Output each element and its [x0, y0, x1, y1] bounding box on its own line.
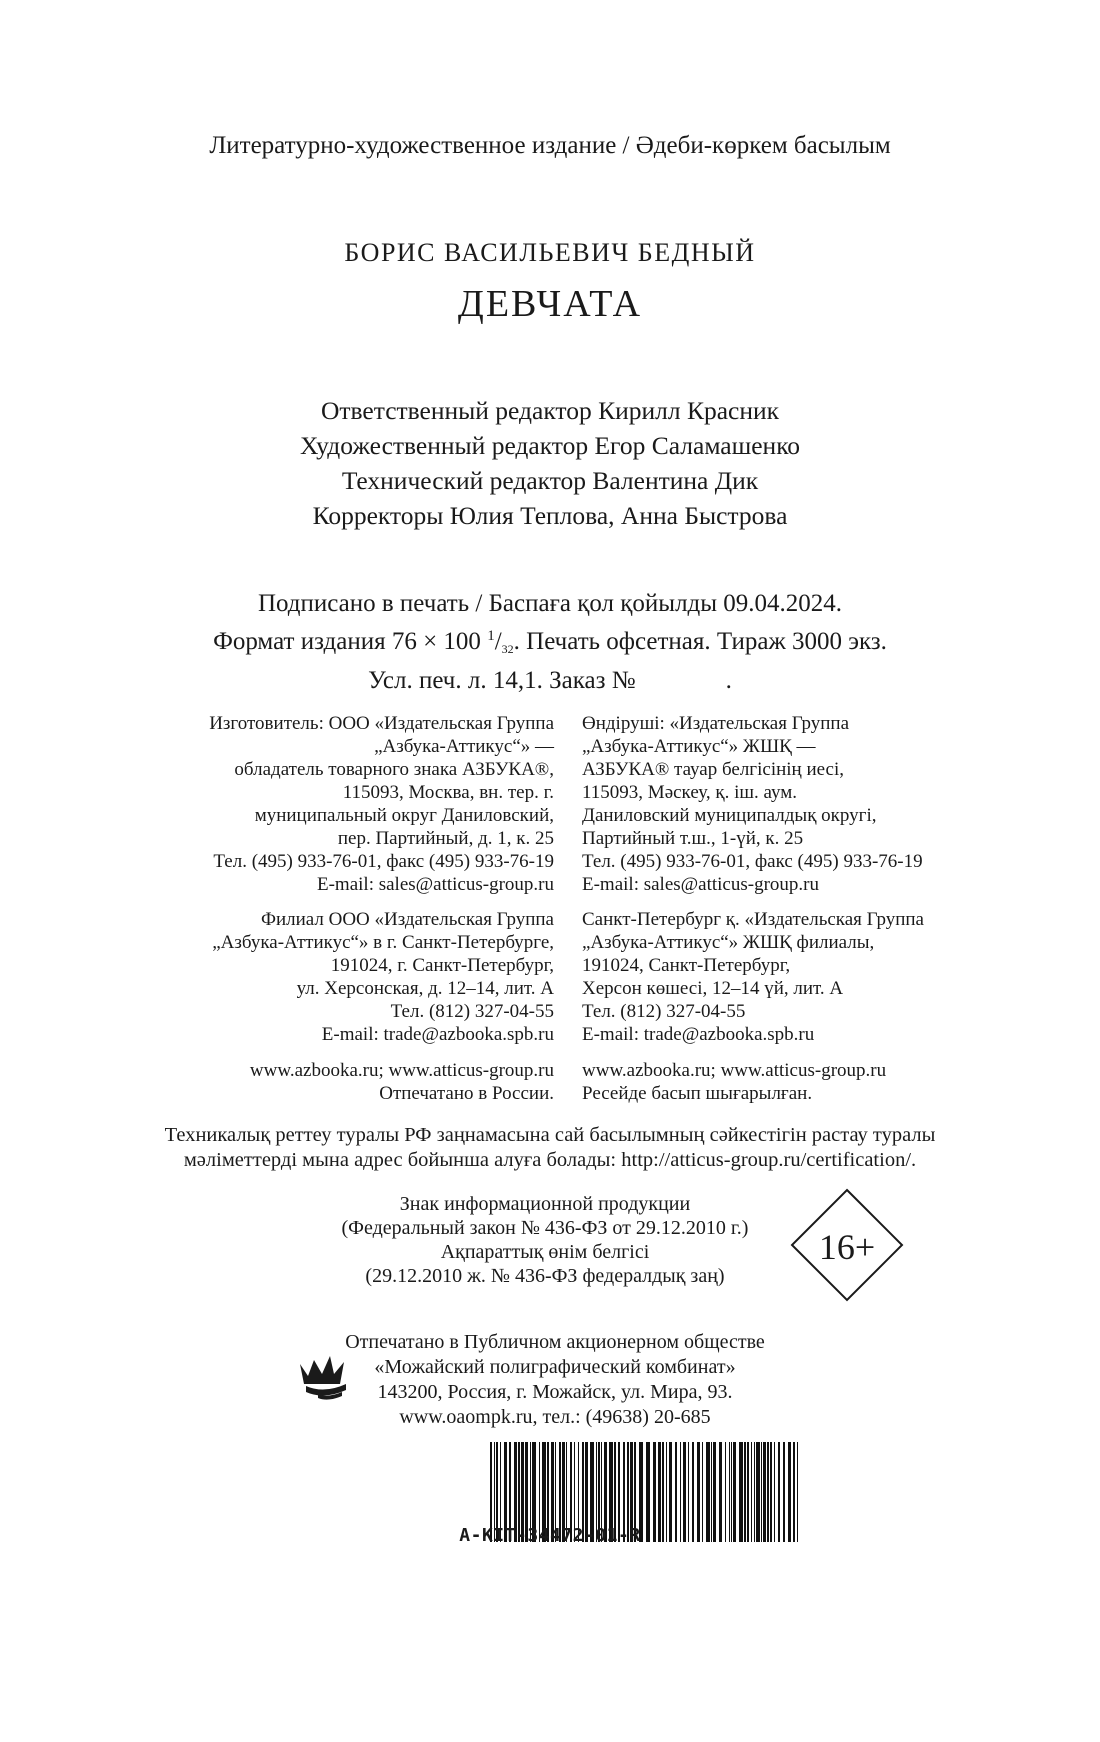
author-name: БОРИС ВАСИЛЬЕВИЧ БЕДНЫЙ: [344, 238, 756, 267]
credit-line: Ответственный редактор Кирилл Красник: [320, 396, 780, 425]
printer-address: [330, 1330, 780, 1430]
web-block-kz: [582, 1059, 886, 1105]
branch-block-ru: [212, 908, 554, 1046]
edition-type: Литературно-художественное издание / Әдеби-көркем басылым: [209, 132, 891, 159]
address-line: Тел. (495) 933-76-01, факс (495) 933-76-19: [582, 851, 923, 872]
address-line: Өндіруші: «Издательская Группа: [582, 713, 850, 734]
format-prefix: Формат издания 76 × 100: [213, 628, 488, 655]
printer-line: «Можайский полиграфический комбинат»: [374, 1356, 736, 1378]
printer-line: Отпечатано в Публичном акционерном обществе: [345, 1331, 765, 1353]
address-line: Тел. (495) 933-76-01, факс (495) 933-76-19: [213, 851, 554, 872]
address-line: Филиал ООО «Издательская Группа: [260, 909, 554, 930]
address-line: E-mail: sales@atticus-group.ru: [317, 874, 554, 895]
age-rating: 16+: [818, 1227, 876, 1267]
sheets-end: .: [725, 667, 732, 694]
format-denominator: 32: [501, 642, 514, 656]
address-line: „Азбука-Аттикус“» ЖШҚ филиалы,: [582, 932, 875, 953]
credits-block: [0, 393, 1100, 533]
address-line: ул. Херсонская, д. 12–14, лит. А: [296, 978, 554, 999]
address-line: 191024, Санкт-Петербург,: [582, 955, 791, 976]
branch-block-kz: [582, 908, 924, 1046]
sheets-text: Усл. печ. л. 14,1. Заказ №: [368, 667, 636, 694]
address-line: 115093, Москва, вн. тер. г.: [342, 782, 554, 803]
address-line: 115093, Мәскеу, қ. іш. аум.: [582, 782, 798, 803]
address-line: E-mail: trade@azbooka.spb.ru: [582, 1024, 815, 1045]
sign-line: Ақпараттық өнім белгісі: [440, 1241, 650, 1263]
address-line: E-mail: sales@atticus-group.ru: [582, 874, 819, 895]
address-line: Изготовитель: ООО «Издательская Группа: [209, 713, 554, 734]
credit-line: Художественный редактор Егор Саламашенко: [299, 431, 801, 460]
sign-line: Знак информационной продукции: [399, 1193, 691, 1215]
address-line: обладатель товарного знака АЗБУКА®,: [234, 759, 554, 780]
address-line: „Азбука-Аттикус“» ЖШҚ —: [582, 736, 816, 757]
address-line: „Азбука-Аттикус“» —: [374, 736, 554, 757]
sign-line: (Федеральный закон № 436-ФЗ от 29.12.2010 г.): [341, 1217, 749, 1239]
info-product-sign-text: [300, 1192, 790, 1288]
credit-line: Корректоры Юлия Теплова, Анна Быстрова: [312, 501, 788, 530]
address-line: пер. Партийный, д. 1, к. 25: [337, 828, 554, 849]
printer-line: www.oaompk.ru, тел.: (49638) 20-685: [399, 1406, 711, 1428]
address-line: Даниловский муниципалдық округі,: [582, 805, 877, 826]
format-line: [0, 620, 1100, 665]
format-numerator: 1: [487, 628, 495, 644]
address-line: www.azbooka.ru; www.atticus-group.ru: [582, 1060, 887, 1081]
format-slash: /: [494, 628, 502, 655]
barcode-label: A-KIT-34472-01-R: [459, 1525, 641, 1546]
manufacturer-block-kz: [582, 712, 923, 896]
sign-line: (29.12.2010 ж. № 436-ФЗ федералдық заң): [365, 1265, 725, 1287]
signed-date: Подписано в печать / Баспаға қол қойылды 09.04.2024.: [257, 590, 843, 617]
address-line: „Азбука-Аттикус“» в г. Санкт-Петербурге,: [212, 932, 554, 953]
address-line: АЗБУКА® тауар белгісінің иесі,: [582, 759, 844, 780]
sheets-line: [0, 665, 1100, 697]
manufacturer-block-ru: [209, 712, 554, 896]
format-suffix: . Печать офсетная. Тираж 3000 экз.: [513, 628, 887, 655]
address-line: Ресейде басып шығарылған.: [582, 1083, 813, 1104]
legal-line: Техникалық реттеу туралы РФ заңнамасына сай басылымның сәйкестігін растау туралы: [164, 1124, 936, 1146]
certification-note: [0, 1123, 1100, 1173]
address-line: Санкт-Петербург қ. «Издательская Группа: [582, 909, 924, 930]
book-title: ДЕВЧАТА: [457, 283, 643, 325]
legal-line: мәліметтерді мына адрес бойынша алуға болады: http://atticus-group.ru/certification/.: [183, 1149, 917, 1171]
print-info: [0, 588, 1100, 697]
web-block-ru: [250, 1059, 554, 1105]
address-line: Отпечатано в России.: [379, 1083, 554, 1104]
address-line: www.azbooka.ru; www.atticus-group.ru: [249, 1060, 554, 1081]
credit-line: Технический редактор Валентина Дик: [341, 466, 759, 495]
address-line: Партийный т.ш., 1-үй, к. 25: [582, 828, 804, 849]
printer-line: 143200, Россия, г. Можайск, ул. Мира, 93.: [377, 1381, 733, 1403]
address-line: 191024, г. Санкт-Петербург,: [330, 955, 554, 976]
address-line: муниципальный округ Даниловский,: [254, 805, 554, 826]
address-line: E-mail: trade@azbooka.spb.ru: [321, 1024, 554, 1045]
address-line: Тел. (812) 327-04-55: [582, 1001, 746, 1022]
address-line: Тел. (812) 327-04-55: [390, 1001, 554, 1022]
age-rating-badge: [790, 1188, 904, 1302]
address-line: Херсон көшесі, 12–14 үй, лит. А: [582, 978, 844, 999]
